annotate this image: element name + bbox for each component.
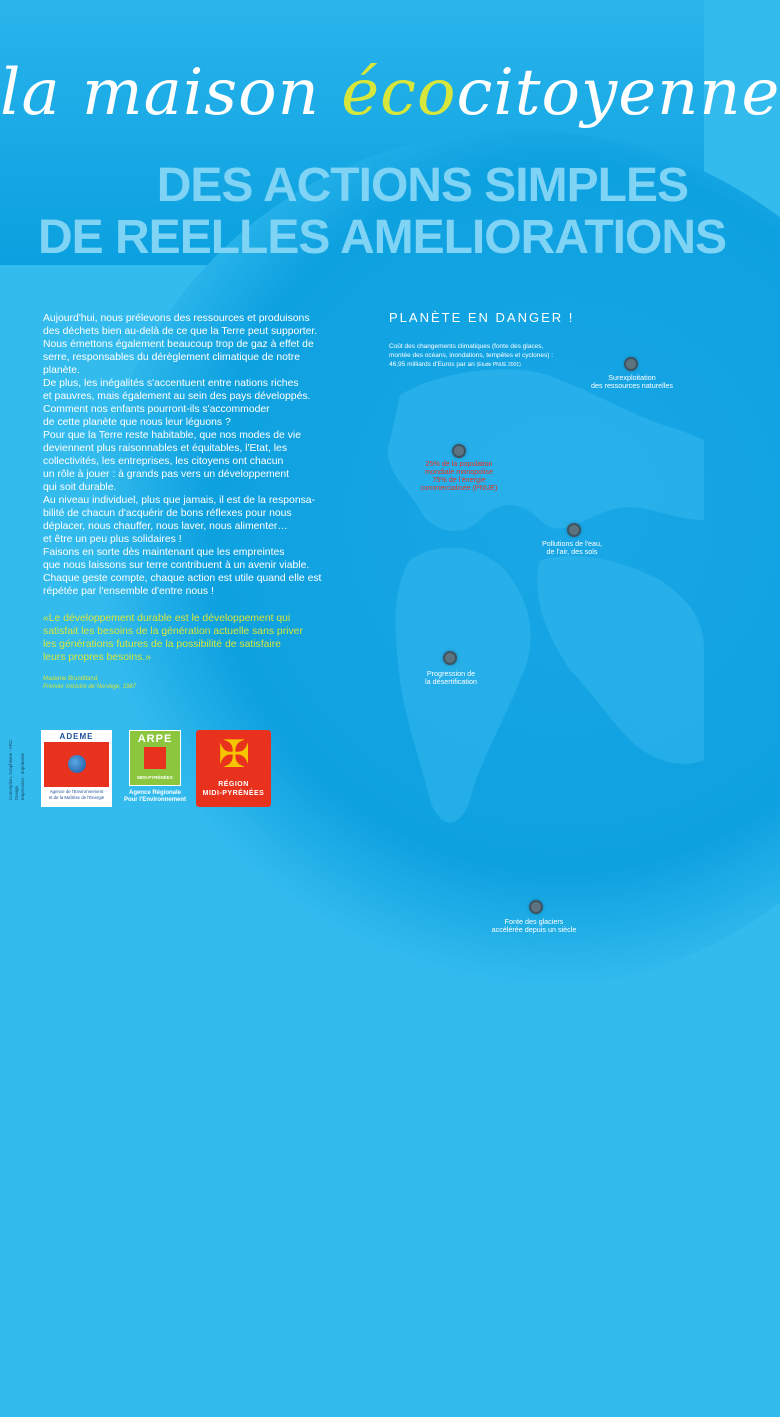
ademe-name: ADEME [59, 732, 94, 741]
ademe-logo[interactable] [41, 730, 112, 807]
region-logo[interactable] [196, 730, 271, 807]
marker-label-pollution: Pollutions de l'eau, de l'air, des sols [541, 539, 603, 556]
body-paragraph: De plus, les inégalités s'accentuent entre nations riches et pauvres, mais également au sein des pays développés. Comment nos enfants pourront-ils s'accommoder de cette planète que nous leur léguons ? [43, 378, 311, 428]
occitan-cross-icon [144, 747, 166, 769]
title-prefix: la maison [0, 56, 342, 130]
marker-label-overexploitation: Surexploitation des ressources naturelles [591, 373, 673, 390]
marker-label-desertification: Progression de la désertification [425, 669, 477, 686]
planet-title: PLANÈTE EN DANGER ! [389, 310, 575, 325]
globe-icon [68, 755, 86, 773]
marker-dot-icon [529, 900, 543, 914]
body-paragraph: Pour que la Terre reste habitable, que nos modes de vie deviennent plus raisonnables et équitables, l'Etat, les collectivités, les entreprises, les citoyens ont chacun un rôle à jouer : à grands pas vers un développement qui soit durable. [43, 430, 302, 493]
design-credits: Conception, Graphisme : ARC Design Impression : Imprimerie [8, 739, 25, 800]
quote-author: Madame Brundtland, Premier ministre de Norvège, 1987 [43, 676, 137, 690]
body-paragraph: Au niveau individuel, plus que jamais, il est de la responsa- bilité de chacun d'acquérir de bons réflexes pour nous déplacer, nous chauffer, nous laver, nous alimenter… et être un peu plus solidaires ! [43, 495, 316, 545]
arpe-region: MIDI-PYRÉNÉES [137, 775, 173, 780]
marker-dot-icon [624, 357, 638, 371]
arpe-subtitle: Agence Régionale Pour l'Environnement [123, 790, 187, 803]
body-text [43, 312, 343, 598]
title-highlight: éco [341, 56, 457, 130]
marker-desertification[interactable] [443, 651, 457, 665]
body-paragraph: Faisons en sorte dès maintenant que les empreintes que nous laissons sur terre contribuent à un avenir viable. Chaque geste compte, chaque action est utile quand elle est répétée par l'ensemble d'entre nous ! [43, 547, 322, 597]
ademe-subtitle: Agence de l'Environnement et de la Maîtrise de l'Energie [48, 789, 105, 800]
ademe-emblem-icon [44, 742, 109, 787]
arpe-name: ARPE [137, 733, 173, 745]
region-name: RÉGION MIDI-PYRÉNÉES [202, 781, 265, 797]
headline-line-1: DES ACTIONS SIMPLES [156, 159, 688, 212]
title-suffix: citoyenne [456, 56, 780, 130]
occitan-cross-icon: ✠ [218, 732, 250, 776]
poster-title [0, 56, 780, 130]
brundtland-quote: «Le développement durable est le développement qui satisfait les besoins de la génération actuelle sans priver les générations futures de la possibilité de satisfaire leurs propres besoins.» [43, 613, 303, 663]
marker-label-glaciers: Fonte des glaciers accélérée depuis un siècle [491, 917, 577, 934]
marker-dot-icon [452, 444, 466, 458]
marker-pollution[interactable] [567, 523, 581, 537]
marker-overexploitation[interactable] [624, 357, 638, 371]
marker-energy-inequality[interactable] [452, 444, 466, 458]
marker-label-energy-inequality: 25% de la population mondiale monopolise 75% de l'énergie commercialisée (PNUE) [420, 459, 498, 492]
arpe-box [129, 730, 181, 786]
marker-dot-icon [443, 651, 457, 665]
planet-cost-text: Coût des changements climatiques (fonte des glaces, montée des océans, inondations, tempêtes et cyclones) : 46,95 milliards d'Euros par an [389, 343, 554, 368]
marker-glaciers[interactable] [529, 900, 543, 914]
headline-line-2: DE REELLES AMELIORATIONS [38, 211, 727, 264]
planet-cost-source: (Etude PNUE 2001) [476, 362, 521, 368]
body-paragraph: Aujourd'hui, nous prélevons des ressources et produisons des déchets bien au-delà de ce que la Terre peut supporter. Nous émettons également beaucoup trop de gaz à effet de serre, responsables du dérèglement climatique de notre planète. [43, 313, 318, 376]
arpe-logo[interactable] [120, 730, 190, 807]
planet-cost [389, 342, 599, 370]
marker-dot-icon [567, 523, 581, 537]
